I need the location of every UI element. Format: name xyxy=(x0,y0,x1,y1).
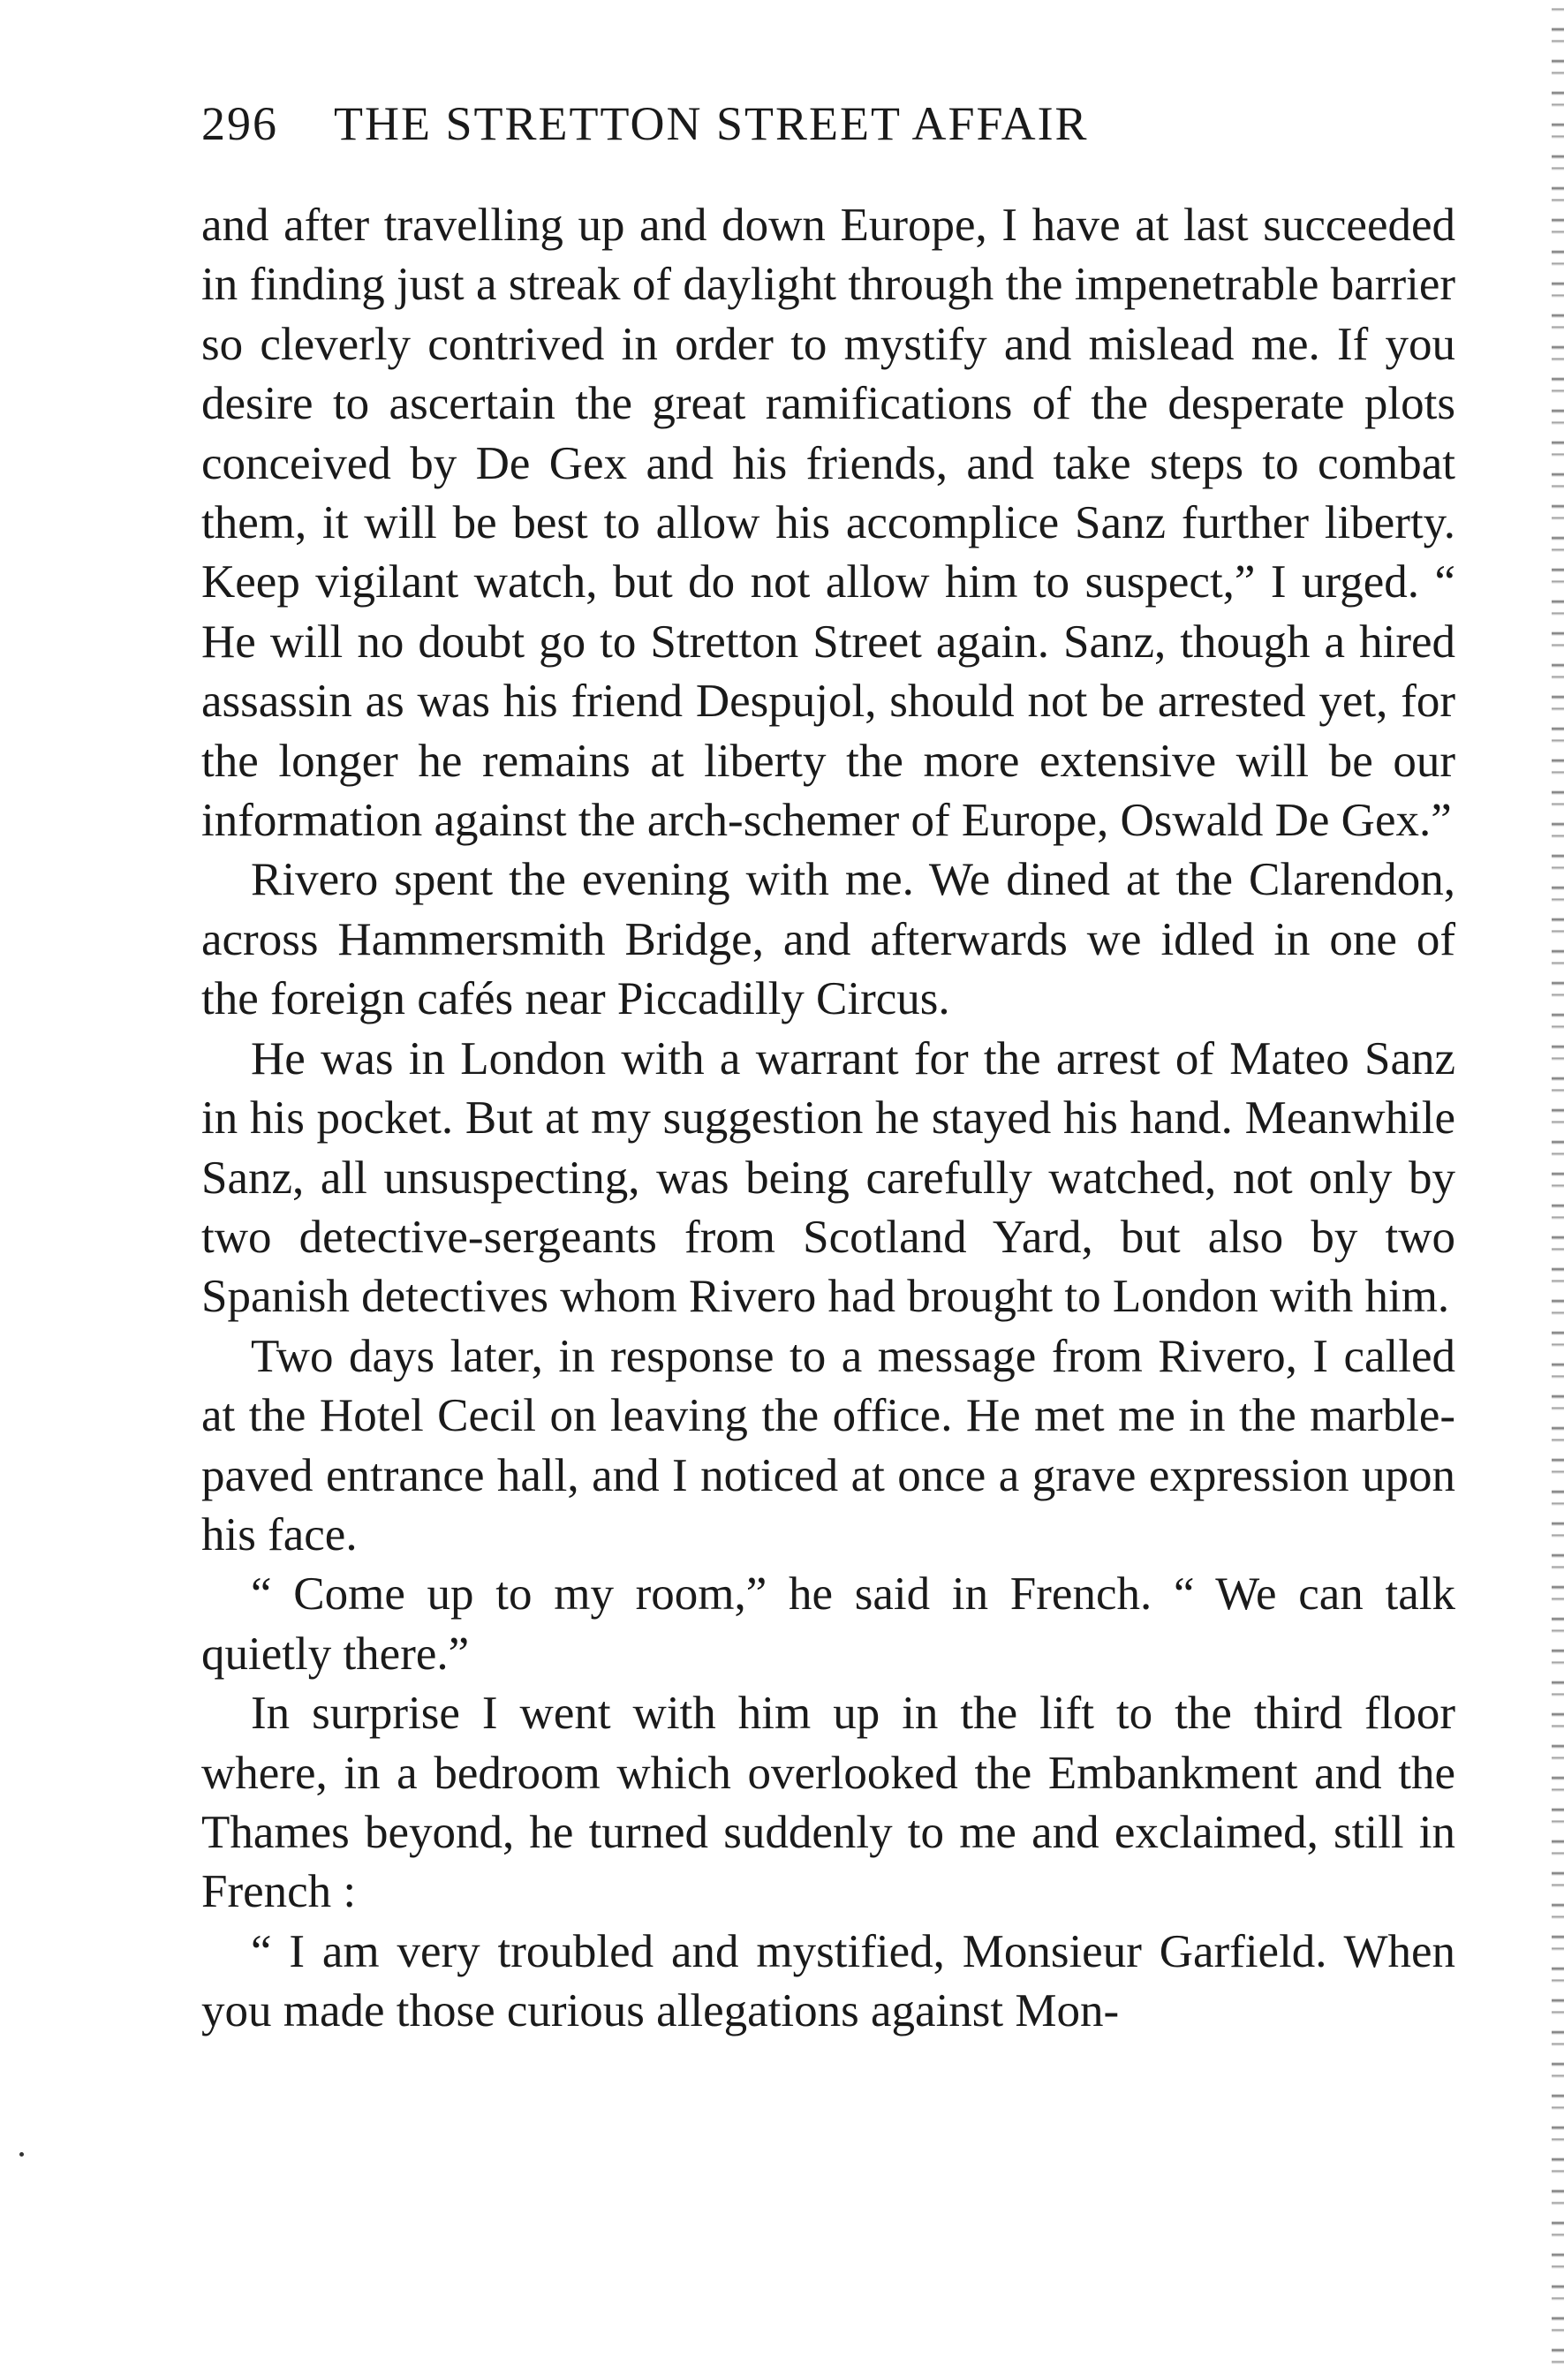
paragraph: He was in London with a warrant for the arrest of Mateo Sanz in his pocket. But at my suggestion he stayed his hand. Meanwhile Sanz, all unsuspecting, was being carefully watched, not only by two detective-sergeants from Scotland Yard, but also by two Spanish detectives whom Rivero had brought to London with him. xyxy=(201,1032,1455,1323)
running-title: THE STRETTON STREET AFFAIR xyxy=(334,97,1089,150)
paragraph: Rivero spent the evening with me. We dined at the Clarendon, across Hammersmith Bridge, and afterwards we idled in one of the foreign cafés near Piccadilly Circus. xyxy=(201,854,1455,1025)
paragraph: Two days later, in response to a message from Rivero, I called at the Hotel Cecil on leaving the office. He met me in the marble-paved entrance hall, and I noticed at once a grave expression upon his face. xyxy=(201,1330,1455,1560)
scan-speck xyxy=(19,2152,24,2157)
paragraph: “ I am very troubled and mystified, Monsieur Garfield. When you made those curious allegations against Mon- xyxy=(201,1925,1455,2037)
paragraph: and after travelling up and down Europe, I have at last succeeded in finding just a streak of daylight through the impenetrable barrier so cleverly contrived in order to mystify and mislead me. If you desire to ascertain the great ramifications of the desperate plots conceived by De Gex and his friends, and take steps to combat them, it will be best to allow his accomplice Sanz further liberty. Keep vigilant watch, but do not allow him to suspect,” I urged. “ He will no doubt go to Stretton Street again. Sanz, though a hired assassin as was his friend Despujol, should not be arrested yet, for the longer he remains at liberty the more extensive will be our information against the arch-schemer of Europe, Oswald De Gex.” xyxy=(201,200,1455,847)
paragraph: “ Come up to my room,” he said in French. “ We can talk quietly there.” xyxy=(201,1568,1455,1680)
paragraph: In surprise I went with him up in the lift to the third floor where, in a bedroom which overlooked the Embankment and the Thames beyond, he turned suddenly to me and exclaimed, still in French : xyxy=(201,1688,1455,1918)
page-edge-scan-artifact xyxy=(1552,0,1564,2380)
page-number: 296 xyxy=(201,97,278,150)
page-header xyxy=(201,84,1455,163)
body-text xyxy=(201,196,1455,2042)
